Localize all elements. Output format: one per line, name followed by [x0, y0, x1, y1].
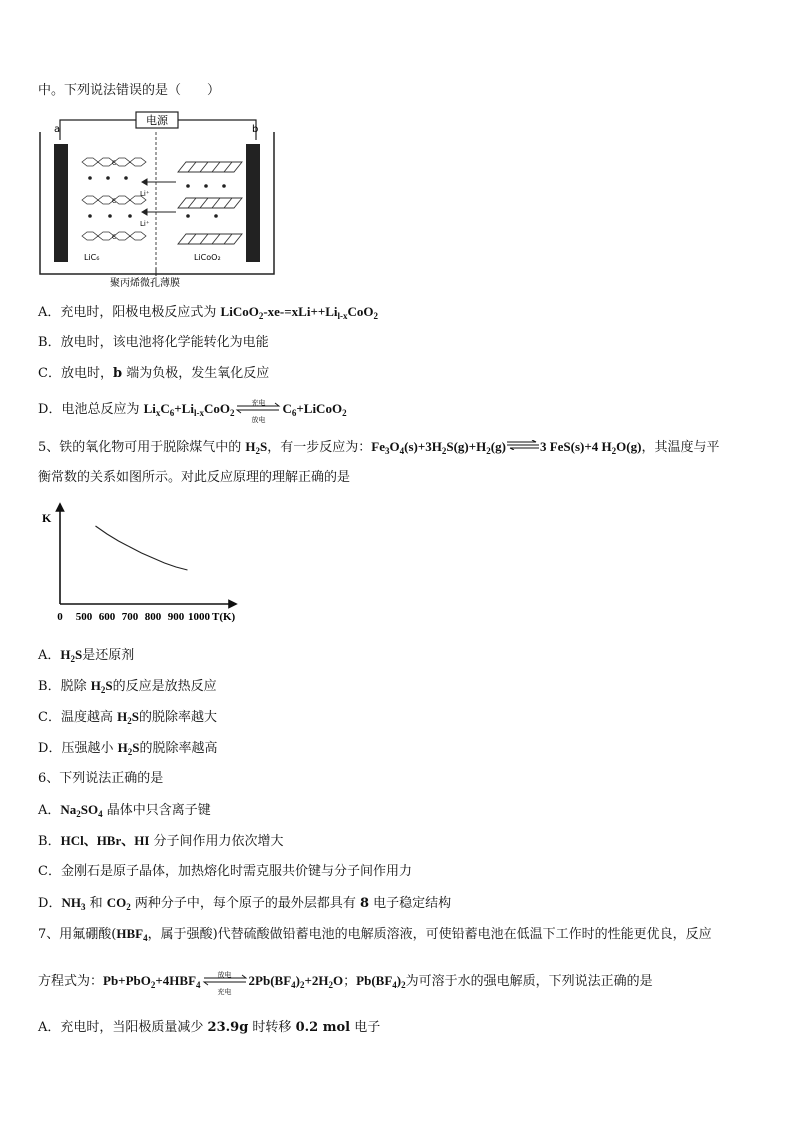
q6-option-c[interactable]: C．金刚石是原子晶体，加热熔化时需克服共价键与分子间作用力 — [38, 864, 412, 879]
k-vs-t-chart — [38, 500, 268, 630]
reversible-arrow-icon: 充电 放电 — [235, 401, 281, 415]
q4-option-a[interactable]: A．充电时，阳极电极反应式为 $LiCoO_2-xe-=xLi++Li_{l-x}CoO_2$ — [38, 304, 379, 321]
electrode-a — [54, 144, 68, 262]
q4-option-b[interactable]: B．放电时，该电池将化学能转化为电能 — [38, 335, 269, 350]
membrane-label: 聚丙烯微孔薄膜 — [110, 278, 180, 289]
q7-option-a[interactable]: A．充电时，当阳极质量减少 23.9g 时转移 0.2 mol 电子 — [38, 1020, 381, 1035]
terminal-a-label: a — [54, 124, 61, 135]
q5-option-a[interactable]: A．$H_2S$是还原剂 — [38, 647, 135, 664]
reversible-arrow-icon: 放电 充电 — [202, 973, 248, 987]
equilibrium-arrow-icon — [506, 440, 540, 450]
x-axis-label: T(K) — [212, 611, 236, 623]
c-atom-label-3: C — [112, 234, 117, 241]
licoo2-label: LiCoO₂ — [194, 253, 221, 262]
li-ion-label-2: Li⁺ — [140, 220, 150, 228]
q6-option-b[interactable]: B．HCl、HBr、HI 分子间作用力依次增大 — [38, 833, 284, 849]
x-tick-label: 800 — [144, 611, 162, 623]
q6-stem: 6、下列说法正确的是 — [38, 771, 164, 786]
li-ion-label-1: Li⁺ — [140, 190, 150, 198]
x-tick-label: 1000 — [188, 611, 210, 623]
q5-option-b[interactable]: B．脱除 $H_2S$的反应是放热反应 — [38, 678, 217, 695]
q7-stem-line1: 7、用氟硼酸($HBF_4$，属于强酸)代替硫酸做铅蓄电池的电解质溶液，可使铅蓄电池在低温下工作时的性能更优良，反应 — [38, 926, 712, 943]
x-tick-label: 600 — [98, 611, 116, 623]
terminal-b-label: b — [252, 124, 259, 135]
q4-option-d[interactable]: D．电池总反应为 $Li_xC_6+Li_{l-x}CoO_2$ 充电 放电 $C_6+LiCoO_2$ — [38, 399, 347, 424]
x-tick-label: 500 — [75, 611, 93, 623]
q5-stem-line2: 衡常数的关系如图所示。对此反应原理的理解正确的是 — [38, 470, 351, 485]
x-tick-label: 0 — [57, 611, 63, 623]
c-atom-label-1: C — [112, 160, 117, 167]
licx-label: LiC₆ — [84, 253, 100, 262]
q6-option-a[interactable]: A．$Na_2SO_4$ 晶体中只含离子键 — [38, 802, 211, 819]
q7-stem-line2: 方程式为：$Pb+PbO_2+4HBF_4$ 放电 充电 $2Pb(BF_4)_2+2H_2O$；$Pb(BF_4)_2$为可溶于水的强电解质，下列说法正确的是 — [38, 971, 653, 996]
x-tick-label: 700 — [121, 611, 139, 623]
y-axis-arrow-icon — [57, 504, 64, 511]
y-axis-label: K — [42, 511, 52, 525]
c-atom-label-2: C — [112, 198, 117, 205]
power-label: 电源 — [146, 114, 168, 127]
licoo2-layers — [178, 162, 242, 244]
x-tick-label: 900 — [167, 611, 185, 623]
q4-stem: 中。下列说法错误的是（ ） — [38, 83, 221, 98]
electrode-b — [246, 144, 260, 262]
q6-option-d[interactable]: D．$NH_3$ 和 $CO_2$ 两种分子中，每个原子的最外层都具有 8 电子稳定结构 — [38, 895, 452, 912]
battery-diagram — [38, 110, 278, 290]
q5-option-d[interactable]: D．压强越小 $H_2S$的脱除率越高 — [38, 740, 218, 757]
k-curve — [96, 526, 188, 570]
q4-option-c[interactable]: C．放电时，b 端为负极，发生氧化反应 — [38, 366, 270, 381]
q5-option-c[interactable]: C．温度越高 $H_2S$的脱除率越大 — [38, 709, 217, 726]
x-axis-arrow-icon — [229, 601, 236, 608]
q5-stem-line1: 5、铁的氧化物可用于脱除煤气中的 $H_2S$，有一步反应为：$Fe_3O_4(s)+3H_2S(g)+H_2(g)$ 3 FeS(s)+4 $H_2O(g)$，其温度与平 — [38, 439, 720, 456]
